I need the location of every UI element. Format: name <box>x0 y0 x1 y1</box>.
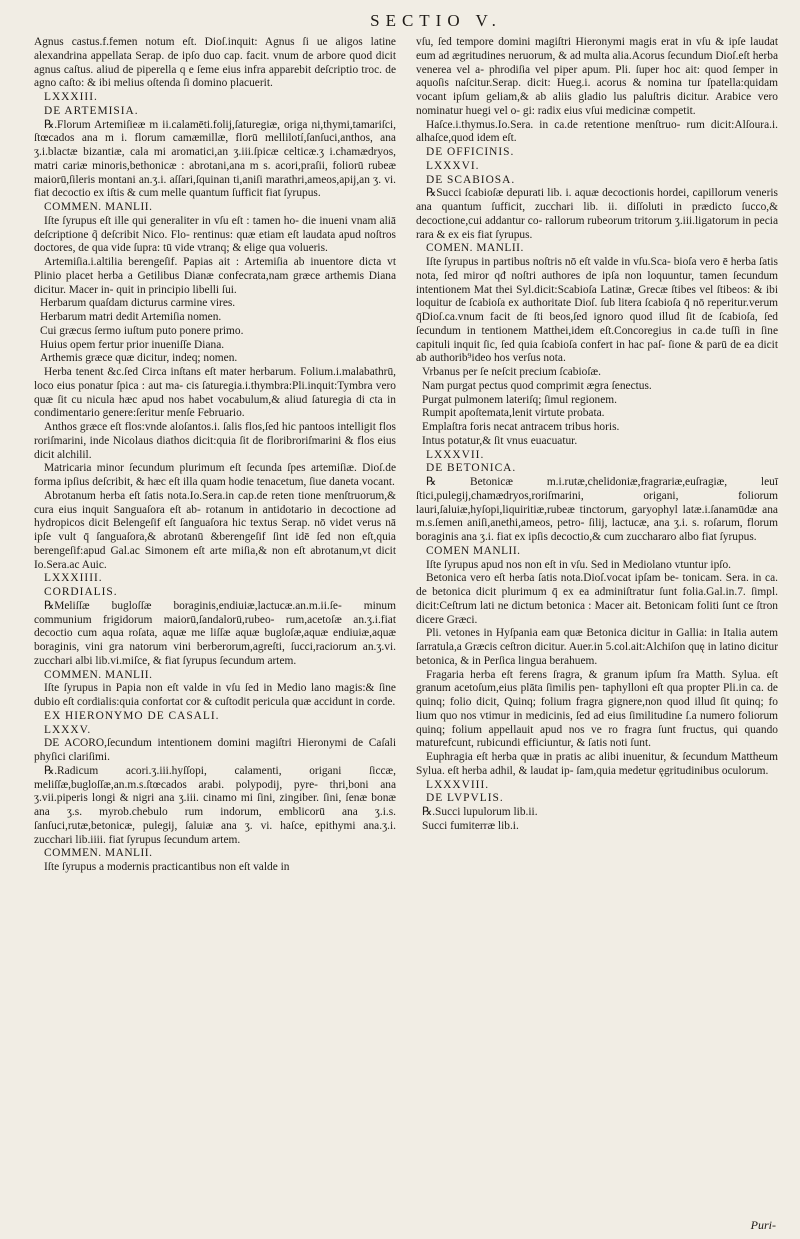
paragraph: Iſte ſyrupus in partibus noſtris nō eſt valde in vſu.Sca- bioſa vero ē herba ſatis nota, ſed miror qđ noſtri authores de ipſa non loquuntur, tamen ſecundum intentionem Mat thei Syl.dicit:Scabioſa Latinæ, Grecæ ſtibes vel ſtibeos: & ibi loquitur de ſcabioſa ex authoritate Dioſ. ſub litera ſcabioſa q̄ nō reperitur.verum q̄Dioſ.ca.vnum facit de ſti beos,ſed ignoro quod illud ſit de ſcabioſa, ſed ſecundum in tentionem Matthei,idem eſt.Concoregius in ca.de tuſſi in ſine capituli inquit ſic, ſed quia ſcabioſa confert in hac paſ- ſione & parū de ea dicit ab authorib⁹ideo hos verſus nota. <box>416 256 778 365</box>
text-columns <box>34 36 778 875</box>
verse-line: Herbarum matri dedit Artemiſia nomen. <box>40 311 222 323</box>
chapter-heading: DE ARTEMISIA. <box>44 104 139 117</box>
paragraph: Iſte ſyrupus apud nos non eſt in vſu. Sed in Mediolano vtuntur ipſo. <box>426 558 731 571</box>
chapter-heading: CORDIALIS. <box>44 586 118 598</box>
commentary-heading: COMMEN. MANLII. <box>44 847 153 860</box>
paragraph: Haſce.i.thymus.Io.Sera. in ca.de retentione menſtruo- rum dicit:Alſoura.i. alhaſce,quod idem eſt. <box>416 118 778 145</box>
chapter-heading: DE OFFICINIS. <box>426 146 515 158</box>
chapter-heading: DE BETONICA. <box>426 462 517 475</box>
catchword: Puri- <box>750 1218 776 1232</box>
paragraph: Abrotanum herba eſt ſatis nota.Io.Sera.in cap.de reten tione menſtruorum,& cura eius inquit Sanguaſora eſt ab- rotanum in antidotario in decoctione ad hydropicos dicit Belengeſif eſt ſanguaſora hic textus Serap. nō videt verus nā ipſe vult q̄ ſanguaſora,& abrotanū &berengeſif ſint idē ſed non eſt,quia berengeſif:apud Gal.ac Simonem eſt arte miſia,& non eſt abrotanum,vt dicit Io.Sera.ac Auic. <box>34 489 396 571</box>
verse-line: Cui græcus ſermo iuſtum puto ponere primo. <box>40 324 244 337</box>
paragraph: Betonica vero eſt herba ſatis nota.Dioſ.vocat ipſam be- tonicam. Sera. in ca. de betonica dicit plurimum q̄ ex ea adminiſtratur ſunt folia.Gal.in.7. ſimpl. dicit:Ceſtrum lati ne dictum betonica : Macer ait. Betonicam foliti ſunt ce ſtron dicere Græci. <box>416 572 778 626</box>
verse-line: Rumpit apoſtemata,lenit virtute probata. <box>422 407 605 420</box>
chapter-heading: DE LVPVLIS. <box>426 792 504 805</box>
paragraph: Artemiſia.i.altilia berengeſif. Papias ait : Artemiſia ab inuentore dicta vt Plinio placet herba a Getilibus Dianæ confecrata,nam græce arthemis Diana dicitur. Macer in- quit in principio libelli ſui. <box>34 256 396 296</box>
right-column <box>416 36 778 875</box>
paragraph: ℞.Florum Artemiſieæ m ii.calamēti.folij,ſaturegiæ, origa ni,thymi,tamariſci, ſtœcados ana m i. florum camæmillæ, florū mellilotí,ſanſuci,anthos, ana ʒ.i.blactæ bizantiæ, cala mi aromatici,an ʒ.iii.ſpicæ celticæ.ʒ i.chamædryos, matri cariæ minoris,bethonicæ : abrotani,ana m s. acori,praſii, foliorū rubeæ maiorū,ſileris montani an.ʒ.i. aſſari,ſquinan ti,aniſi marathri,ameos,apij,an ʒ. vi. fiat decoctio ex iſtis & cum melle quantum ſufficit fiat ſyrupus. <box>34 118 396 200</box>
verse-line: ℞.Succi lupulorum lib.ii. <box>422 806 538 818</box>
verse-line: Herbarum quaſdam dicturus carmine vires. <box>40 297 236 310</box>
chapter-heading: LXXXIIII. <box>44 572 103 585</box>
paragraph: Iſte ſyrupus a modernis practicantibus non eſt valde in <box>44 861 290 873</box>
chapter-heading: LXXXV. <box>44 723 92 736</box>
chapter-heading: LXXXVIII. <box>426 778 490 791</box>
paragraph: Pli. vetones in Hyſpania eam quæ Betonica dicitur in Gallia: in Italia autem ſarratula,a Græcis ceſtron dicitur. Auer.in 5.col.ait:Alchiſon quę in latino dicitur betonica, & in Perſica lingua berahuem. <box>416 627 778 667</box>
paragraph: Euphragia eſt herba quæ in pratis ac alibi inuenitur, & ſecundum Mattheum Sylua. eſt herba adhil, & laudat ip- ſam,quia medetur ęgritudinibus oculorum. <box>416 751 778 777</box>
verse-line: Arthemis græce quæ dicitur, indeq; nomen. <box>40 352 238 365</box>
paragraph: ℞Succi ſcabioſæ depurati lib. i. aquæ decoctionis hordei, capillorum veneris ana quantum ſufficit, zucchari lib. ii. diſſoluti in prædicto ſucco,& decoctione,cui addantur co- rallorum rubeorum tritorum ʒ.iii.ligatorum in pecia rara & ex eis fiat ſyrupus. <box>416 187 778 241</box>
paragraph: Anthos græce eſt flos:vnde aloſantos.i. ſalis flos,ſed hic pantoos intelligit flos roriſmarini, inde Nicolaus diathos dicit:quia ſit de floribroriſmarini & flos eius dicit alchilil. <box>34 421 396 461</box>
paragraph: DE ACORO,ſecundum intentionem domini magiſtri Hieronymi de Caſali phyſici clariſimi. <box>34 737 396 763</box>
paragraph: vſu, ſed tempore domini magiſtri Hieronymi magis erat in vſu & ipſe laudat eum ad ægritudines neruorum, & ad multa alia.Acorus ſecundum Dioſ.eſt herba venerea vel a- phrodiſia vel piper apum. Pli. ſuper hoc ait: quod ſemper in aquoſis naſcitur.Serap. dicit: Hueg.i. acorus & nomina tur ſpatella:quidam vocant ipſum geliam,& ab aliis gladio lus paluſtris dicitur. Arabice vero nominatur huegi vel o- gi: radix eius vſui medicinæ competit. <box>416 36 778 117</box>
chapter-heading: LXXXVI. <box>426 159 480 172</box>
verse-line: Huius opem fertur prior inueniſſe Diana. <box>40 338 225 351</box>
paragraph: ℞Meliſſæ bugloſſæ boraginis,endiuiæ,lactucæ.an.m.ii.ſe- minum communium frigidorum maiorū,ſandalorū,rubeo- rum,acetoſæ an.ʒ.i.fiat decoctio cum aqua roſata, aquæ me liſſæ aquæ bugloſæ,aquæ endiuiæ,aquæ boraginis, vini gra natorum vini berberorum,agreſti, ſucci,raciorum an.ʒ.vi. zucchari albi lib.vi.miſce, & fiat ſyrupus ſecundum artem. <box>34 599 396 667</box>
verse-line: Purgat pulmonem lateriſq; ſimul regionem. <box>422 393 617 406</box>
verse-line: Nam purgat pectus quod comprimit ægra ſenectus. <box>422 379 652 392</box>
chapter-heading: LXXXVII. <box>426 448 485 461</box>
paragraph: ℞.Radicum acori.ʒ.iii.hyſſopi, calamenti, origani ſiccæ, meliſſæ,bugloſſæ,an.m.s.ſtœcados arabi. polypodij, pyre- thri,boni ana ʒ.vii.piperis longi & nigri ana ʒ.iii. cinamo mi ſini, zingiber. ſini, ſenæ bonæ ana ʒ.s. myrob.chebulo rum indorum, emblicorū ana ʒ.i.s. ſanſuci,rutæ,betonicæ, pulegij, ſaluiæ ana ʒ. vi. haſce, epithymi ana.ʒ.i. zucchari lib.iiii. fiat ſyrupus ſecundum artem. <box>34 764 396 846</box>
commentary-heading: COMMEN. MANLII. <box>44 668 153 681</box>
commentary-heading: COMMEN. MANLII. <box>44 201 153 213</box>
chapter-heading: EX HIERONYMO DE CASALI. <box>44 709 220 722</box>
paragraph: Fragaria herba eſt ferens ſragra, & granum ipſum ſra Matth. Sylua. eſt granum acetoſum,eius plāta ſimilis pen- taphylloni eſt qua propter Pli.in ca. de quinq; folio dicit, Quinq; folium fragra gignere,non quod illud ſit quinq; fo lium quo nos vtimur in medicinis, ſed ad eius ſimilitudine ſ.a numero foliorum quinq; folium appellauit apud nos ve ro fragra ſunt fructus, qui quando maturefcunt, rubicundi efficiuntur, & ſatis noti ſunt. <box>416 668 778 750</box>
paragraph: Matricaria minor ſecundum plurimum eſt ſecunda ſpes artemiſiæ. Dioſ.de forma ipſius deſcribit, & hæc eſt illa quam hodie tenacetum, ſiue daneta vocant. <box>34 462 396 488</box>
verse-line: Succi fumiterræ lib.i. <box>422 819 519 832</box>
left-column <box>34 36 396 875</box>
commentary-heading: COMEN. MANLII. <box>426 242 524 255</box>
paragraph: Agnus castus.f.femen notum eſt. Dioſ.inquit: Agnus ſi ue aligos latine alexandrina appellata Serap. de ipſo duo cap. facit. vnum de arbore quod dicit agnus caſtus. aliud de piperella q e ſeme eius infra apparebit deſcriptio troc. de agno caſto: & ibi melius oſtenda ſi domino placuerit. <box>34 36 396 90</box>
commentary-heading: COMEN MANLII. <box>426 544 521 557</box>
paragraph: Iſte ſyrupus eſt ille qui generaliter in vſu eſt : tamen ho- die inueni vnam aliā deſcriptione q̃ deſcribit Nico. Flo- rentinus: quæ etiam eſt laudata apud noſtros doctores, de qua vide ſupra: tū vide vtranq; & elige qua volueris. <box>34 214 396 255</box>
verse-line: Emplaſtra foris necat antracem tribus horis. <box>422 421 620 433</box>
paragraph: Iſte ſyrupus in Papia non eſt valde in vſu ſed in Medio lano magis:& ſine dubio eſt cordialis:quia confortat cor & cuſtodit pericula quæ accidunt in corde. <box>34 682 396 708</box>
verse-line: Vrbanus per ſe neſcit precium ſcabioſæ. <box>422 366 601 378</box>
running-title: SECTIO V. <box>370 11 502 30</box>
chapter-heading: LXXXIII. <box>44 91 98 103</box>
verse-line: Intus potatur,& ſit vnus euacuatur. <box>422 434 578 447</box>
paragraph: Herba tenent &c.ſed Circa inſtans eſt mater herbarum. Folium.i.malabathrū, loco eius ponatur ſpica : aut ma- cis ſaturegia.i.thymbra:Pli.inquit:Tymbra vero quæ ſit cu nicula hæc apud nos habet vocabulum,& aliud ſaturegia di cta in condimentario genere:ſeritur menſe Februario. <box>34 366 396 420</box>
chapter-heading: DE SCABIOSA. <box>426 173 516 186</box>
paragraph: ℞ Betonicæ m.i.rutæ,chelidoniæ,fragrariæ,euſragiæ, leuī ſtici,pulegij,chamædryos,roriſmarini, origani, foliorum lauri,ſaluiæ,hyſopi,liquiritiæ,rubeæ tinctorum, garyophyl latæ.i.ſanamūdæ ana m.s.ſemen aniſi,anethi,ameos, petro- ſilij, lactucæ, ana ʒ.i. s. roſarum, florum boraginis ana ʒ.i. fiat ex ipſis decoctio,& cum zucchararo albo fiat ſyrupus. <box>416 476 778 543</box>
